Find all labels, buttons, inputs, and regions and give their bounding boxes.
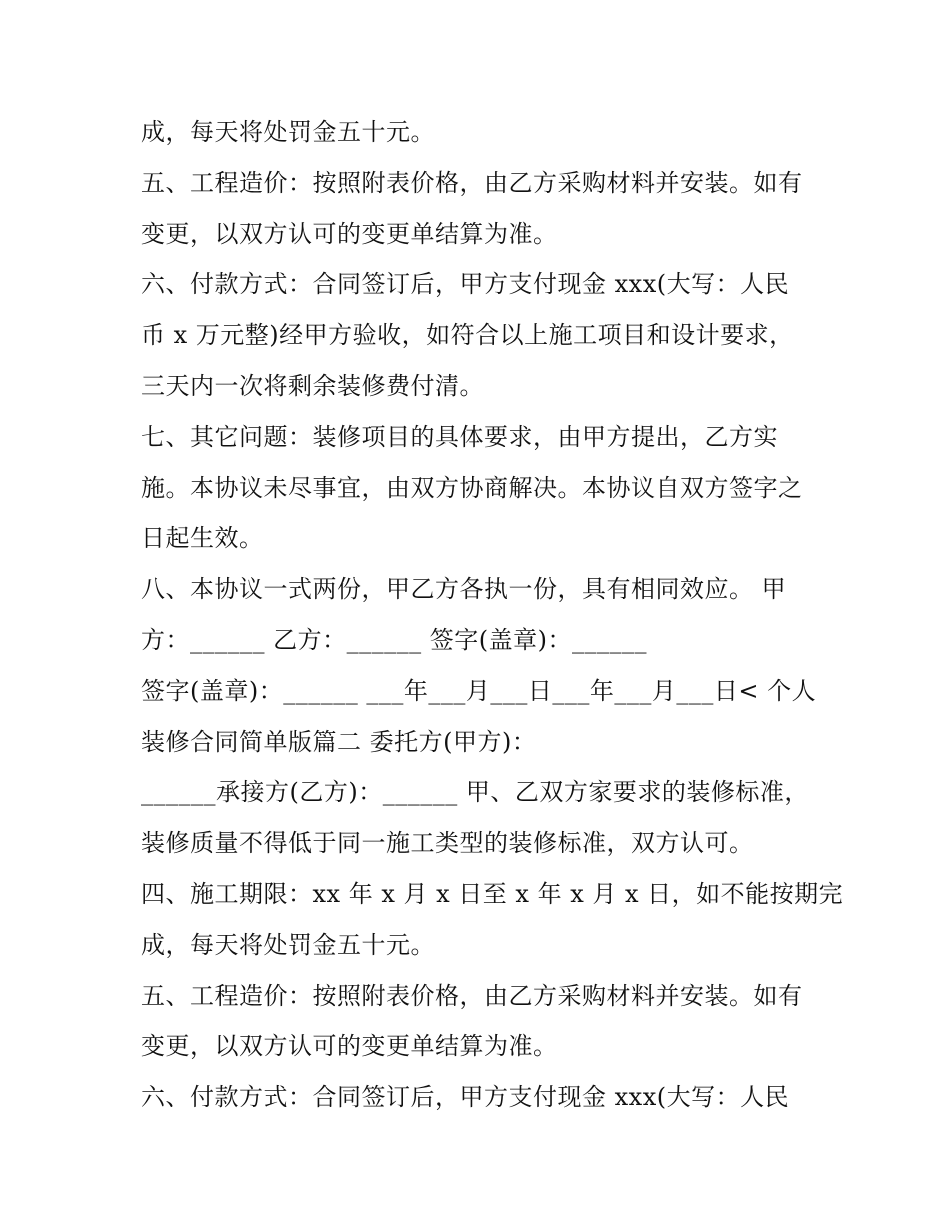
- text-line: 四、施工期限：xx 年 x 月 x 日至 x 年 x 月 x 日，如不能按期完: [141, 879, 844, 908]
- text-line: 币 x 万元整)经甲方验收，如符合以上施工项目和设计要求，: [141, 321, 794, 350]
- text-line: 七、其它问题：装修项目的具体要求，由甲方提出，乙方实: [141, 422, 778, 451]
- text-line: ______承接方(乙方)：______ 甲、乙双方家要求的装修标准，: [141, 778, 809, 807]
- text-line: 签字(盖章)：______ ___年___月___日___年___月___日< 个人: [141, 676, 817, 705]
- text-line: 装修质量不得低于同一施工类型的装修标准，双方认可。: [141, 829, 754, 858]
- text-line: 施。本协议未尽事宜，由双方协商解决。本协议自双方签字之: [141, 473, 803, 502]
- text-line: 成，每天将处罚金五十元。: [141, 118, 435, 146]
- text-line: 日起生效。: [141, 524, 264, 553]
- text-line: 五、工程造价：按照附表价格，由乙方采购材料并安装。如有: [141, 168, 803, 197]
- text-line: 成，每天将处罚金五十元。: [141, 930, 435, 959]
- text-line: 五、工程造价：按照附表价格，由乙方采购材料并安装。如有: [141, 981, 803, 1010]
- contract-body: [141, 107, 844, 1123]
- text-line: 变更，以双方认可的变更单结算为准。: [141, 1032, 558, 1061]
- text-line: 六、付款方式：合同签订后，甲方支付现金 xxx(大写：人民: [141, 270, 790, 299]
- text-line: 装修合同简单版篇二 委托方(甲方)：: [141, 727, 537, 756]
- text-line: 方：______ 乙方：______ 签字(盖章)：______: [141, 625, 647, 654]
- text-line: 六、付款方式：合同签订后，甲方支付现金 xxx(大写：人民: [141, 1083, 790, 1112]
- text-line: 三天内一次将剩余装修费付清。: [141, 371, 484, 400]
- text-line: 变更，以双方认可的变更单结算为准。: [141, 219, 558, 248]
- text-line: 八、本协议一式两份，甲乙方各执一份，具有相同效应。 甲: [141, 575, 787, 604]
